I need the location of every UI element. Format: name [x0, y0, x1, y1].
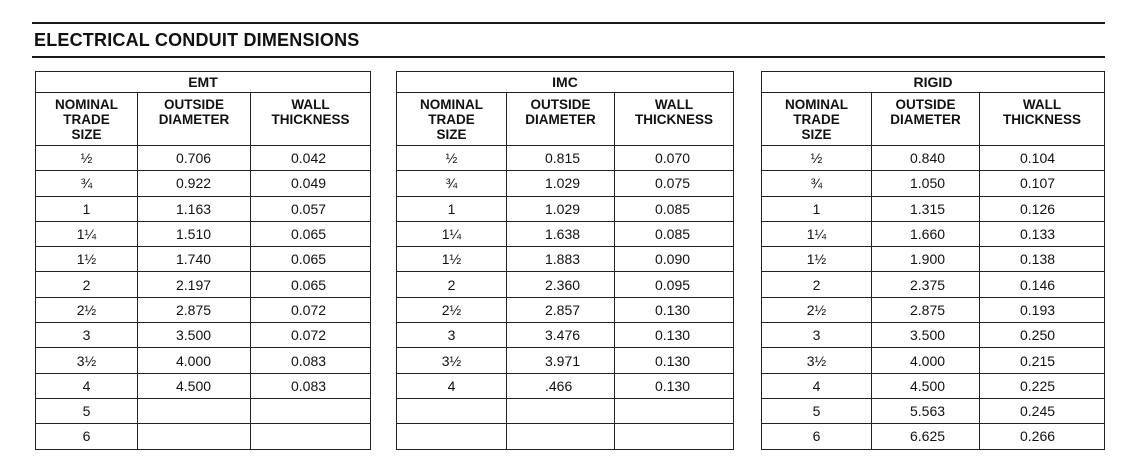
table-row: [36, 323, 371, 348]
table-row: [762, 272, 1105, 297]
trade-size-cell: 3½: [762, 348, 872, 373]
title-underline-rule: [32, 56, 1105, 58]
trade-size-cell: 1¼: [36, 221, 138, 246]
outside-diameter-cell: 0.815: [507, 146, 615, 171]
outside-diameter-cell: 6.625: [872, 424, 980, 449]
trade-size-cell: ¾: [36, 171, 138, 196]
trade-size-cell: ¾: [762, 171, 872, 196]
table-group-heading: IMC: [397, 72, 734, 93]
outside-diameter-cell: 3.500: [872, 323, 980, 348]
wall-thickness-cell: 0.085: [615, 196, 734, 221]
table-row: [36, 348, 371, 373]
outside-diameter-cell: 0.706: [138, 146, 251, 171]
trade-size-cell: 3: [397, 323, 507, 348]
table-row: [397, 348, 734, 373]
table-row: [397, 373, 734, 398]
table-body: [397, 146, 734, 450]
table-row: [36, 221, 371, 246]
wall-thickness-cell: 0.095: [615, 272, 734, 297]
trade-size-cell: 4: [36, 373, 138, 398]
outside-diameter-cell: [138, 398, 251, 423]
wall-thickness-cell: 0.042: [251, 146, 371, 171]
outside-diameter-cell: [507, 424, 615, 449]
table-row: [397, 297, 734, 322]
wall-thickness-cell: 0.065: [251, 272, 371, 297]
wall-thickness-cell: 0.193: [980, 297, 1105, 322]
trade-size-cell: 4: [397, 373, 507, 398]
wall-thickness-cell: 0.133: [980, 221, 1105, 246]
table-row: [762, 348, 1105, 373]
table-row: [762, 221, 1105, 246]
wall-thickness-cell: 0.065: [251, 221, 371, 246]
wall-thickness-cell: 0.090: [615, 247, 734, 272]
col-header-nominal-trade-size: NOMINAL TRADE SIZE: [762, 93, 872, 146]
table-row: [397, 247, 734, 272]
table-row: [762, 424, 1105, 449]
table-body: [762, 146, 1105, 450]
trade-size-cell: 4: [762, 373, 872, 398]
table-row: [762, 297, 1105, 322]
trade-size-cell: [397, 398, 507, 423]
table-row: [762, 398, 1105, 423]
wall-thickness-cell: 0.146: [980, 272, 1105, 297]
wall-thickness-cell: 0.107: [980, 171, 1105, 196]
table-row: [397, 171, 734, 196]
outside-diameter-cell: 0.840: [872, 146, 980, 171]
table-row: [36, 171, 371, 196]
wall-thickness-cell: 0.072: [251, 297, 371, 322]
wall-thickness-cell: 0.245: [980, 398, 1105, 423]
col-header-wall-thickness: WALL THICKNESS: [980, 93, 1105, 146]
imc-table: [396, 71, 734, 450]
col-header-wall-thickness: WALL THICKNESS: [615, 93, 734, 146]
wall-thickness-cell: 0.266: [980, 424, 1105, 449]
outside-diameter-cell: 1.900: [872, 247, 980, 272]
trade-size-cell: 2½: [397, 297, 507, 322]
wall-thickness-cell: 0.138: [980, 247, 1105, 272]
outside-diameter-cell: 4.000: [872, 348, 980, 373]
table-row: [762, 373, 1105, 398]
wall-thickness-cell: [615, 398, 734, 423]
outside-diameter-cell: 4.000: [138, 348, 251, 373]
outside-diameter-cell: 1.029: [507, 196, 615, 221]
trade-size-cell: 1¼: [762, 221, 872, 246]
outside-diameter-cell: 1.029: [507, 171, 615, 196]
table-row: [36, 398, 371, 423]
wall-thickness-cell: 0.130: [615, 373, 734, 398]
trade-size-cell: 1½: [36, 247, 138, 272]
outside-diameter-cell: 1.163: [138, 196, 251, 221]
trade-size-cell: 3½: [397, 348, 507, 373]
wall-thickness-cell: [615, 424, 734, 449]
outside-diameter-cell: 4.500: [138, 373, 251, 398]
outside-diameter-cell: 1.510: [138, 221, 251, 246]
wall-thickness-cell: [251, 398, 371, 423]
emt-table: [35, 71, 371, 450]
table-row: [762, 247, 1105, 272]
page-title: ELECTRICAL CONDUIT DIMENSIONS: [34, 30, 360, 50]
table-body: [36, 146, 371, 450]
trade-size-cell: 6: [36, 424, 138, 449]
table-row: [397, 146, 734, 171]
wall-thickness-cell: 0.057: [251, 196, 371, 221]
col-header-outside-diameter: OUTSIDE DIAMETER: [507, 93, 615, 146]
table-row: [36, 424, 371, 449]
outside-diameter-cell: [507, 398, 615, 423]
table-row: [397, 272, 734, 297]
table-row: [397, 424, 734, 449]
outside-diameter-cell: 1.050: [872, 171, 980, 196]
outside-diameter-cell: .466: [507, 373, 615, 398]
outside-diameter-cell: 2.875: [138, 297, 251, 322]
trade-size-cell: 1¼: [397, 221, 507, 246]
outside-diameter-cell: 2.875: [872, 297, 980, 322]
wall-thickness-cell: 0.049: [251, 171, 371, 196]
trade-size-cell: 6: [762, 424, 872, 449]
wall-thickness-cell: 0.250: [980, 323, 1105, 348]
table-row: [36, 373, 371, 398]
wall-thickness-cell: 0.215: [980, 348, 1105, 373]
col-header-nominal-trade-size: NOMINAL TRADE SIZE: [36, 93, 138, 146]
trade-size-cell: 2: [762, 272, 872, 297]
trade-size-cell: 3½: [36, 348, 138, 373]
wall-thickness-cell: 0.104: [980, 146, 1105, 171]
trade-size-cell: 5: [762, 398, 872, 423]
trade-size-cell: 3: [36, 323, 138, 348]
table-row: [36, 146, 371, 171]
outside-diameter-cell: [138, 424, 251, 449]
wall-thickness-cell: 0.130: [615, 323, 734, 348]
wall-thickness-cell: 0.065: [251, 247, 371, 272]
outside-diameter-cell: 1.660: [872, 221, 980, 246]
outside-diameter-cell: 3.971: [507, 348, 615, 373]
outside-diameter-cell: 3.500: [138, 323, 251, 348]
wall-thickness-cell: 0.083: [251, 348, 371, 373]
trade-size-cell: 2½: [762, 297, 872, 322]
outside-diameter-cell: 0.922: [138, 171, 251, 196]
wall-thickness-cell: 0.085: [615, 221, 734, 246]
trade-size-cell: 2½: [36, 297, 138, 322]
col-header-outside-diameter: OUTSIDE DIAMETER: [138, 93, 251, 146]
col-header-nominal-trade-size: NOMINAL TRADE SIZE: [397, 93, 507, 146]
wall-thickness-cell: 0.072: [251, 323, 371, 348]
trade-size-cell: 2: [36, 272, 138, 297]
table-row: [762, 171, 1105, 196]
table-row: [36, 297, 371, 322]
outside-diameter-cell: 5.563: [872, 398, 980, 423]
outside-diameter-cell: 1.315: [872, 196, 980, 221]
trade-size-cell: 1: [762, 196, 872, 221]
trade-size-cell: ¾: [397, 171, 507, 196]
trade-size-cell: [397, 424, 507, 449]
outside-diameter-cell: 4.500: [872, 373, 980, 398]
outside-diameter-cell: 2.857: [507, 297, 615, 322]
table-row: [397, 398, 734, 423]
table-row: [762, 323, 1105, 348]
wall-thickness-cell: 0.126: [980, 196, 1105, 221]
wall-thickness-cell: 0.130: [615, 348, 734, 373]
outside-diameter-cell: 2.197: [138, 272, 251, 297]
wall-thickness-cell: 0.070: [615, 146, 734, 171]
table-row: [397, 196, 734, 221]
trade-size-cell: 3: [762, 323, 872, 348]
table-row: [36, 272, 371, 297]
table-row: [762, 146, 1105, 171]
table-row: [36, 196, 371, 221]
trade-size-cell: ½: [762, 146, 872, 171]
wall-thickness-cell: 0.130: [615, 297, 734, 322]
trade-size-cell: 5: [36, 398, 138, 423]
trade-size-cell: ½: [36, 146, 138, 171]
table-row: [397, 221, 734, 246]
table-row: [36, 247, 371, 272]
col-header-wall-thickness: WALL THICKNESS: [251, 93, 371, 146]
col-header-outside-diameter: OUTSIDE DIAMETER: [872, 93, 980, 146]
trade-size-cell: 1½: [397, 247, 507, 272]
table-row: [397, 323, 734, 348]
trade-size-cell: 1: [397, 196, 507, 221]
trade-size-cell: 1: [36, 196, 138, 221]
outside-diameter-cell: 1.883: [507, 247, 615, 272]
table-row: [762, 196, 1105, 221]
trade-size-cell: 2: [397, 272, 507, 297]
wall-thickness-cell: [251, 424, 371, 449]
wall-thickness-cell: 0.083: [251, 373, 371, 398]
table-group-heading: RIGID: [762, 72, 1105, 93]
outside-diameter-cell: 2.375: [872, 272, 980, 297]
rigid-table: [761, 71, 1105, 450]
outside-diameter-cell: 3.476: [507, 323, 615, 348]
table-group-heading: EMT: [36, 72, 371, 93]
outside-diameter-cell: 2.360: [507, 272, 615, 297]
trade-size-cell: ½: [397, 146, 507, 171]
trade-size-cell: 1½: [762, 247, 872, 272]
wall-thickness-cell: 0.225: [980, 373, 1105, 398]
outside-diameter-cell: 1.740: [138, 247, 251, 272]
top-rule: [32, 22, 1105, 24]
wall-thickness-cell: 0.075: [615, 171, 734, 196]
outside-diameter-cell: 1.638: [507, 221, 615, 246]
